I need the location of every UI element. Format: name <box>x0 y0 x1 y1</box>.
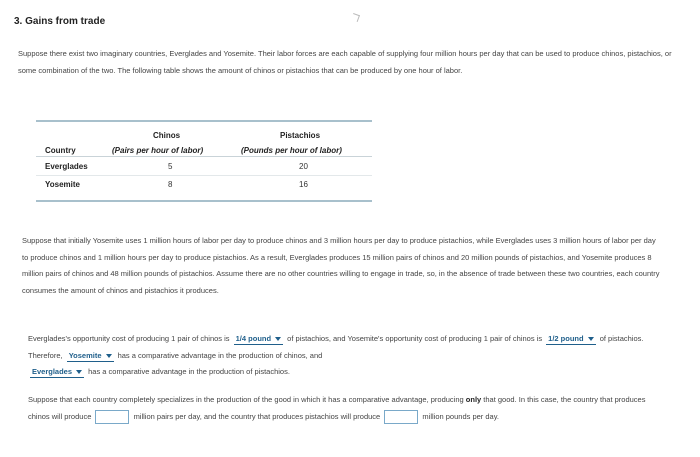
emphasis-text: only <box>465 395 482 404</box>
text-segment: million pounds per day. <box>422 411 499 421</box>
header-pistachios-units: (Pounds per hour of labor) <box>241 146 342 155</box>
chevron-down-icon <box>76 370 82 374</box>
pistachios-production-input[interactable] <box>384 410 418 424</box>
text-segment: of pistachios, and Yosemite's opportunity cost of producing 1 pair of chinos is <box>287 334 543 343</box>
text-segment: Everglades's opportunity cost of producing 1 pair of chinos is <box>28 334 230 343</box>
text-segment: has a comparative advantage in the production of pistachios. <box>88 367 290 376</box>
chevron-down-icon <box>106 354 112 358</box>
question-title: 3. Gains from trade <box>14 16 106 27</box>
row-country: Everglades <box>45 162 88 171</box>
opportunity-cost-paragraph <box>28 331 648 381</box>
chevron-down-icon <box>275 337 281 341</box>
text-segment: that good. In this case, the country that produces chinos will produce <box>28 395 646 421</box>
dropdown-value: 1/4 pound <box>235 334 272 343</box>
cursor-mark <box>351 13 360 22</box>
intro-paragraph: Suppose there exist two imaginary countries, Everglades and Yosemite. Their labor forces are each capable of supplying four million hours per day that can be used to produce chinos, pistachios, or some combination of the two. The following table shows the amount of chinos or pistachios that can be produced by one hour of labor. <box>18 49 672 75</box>
table-bottom-rule <box>36 200 372 202</box>
text-segment: Suppose that each country completely specializes in the production of the good in which it has a comparative advantage, producing <box>28 395 464 404</box>
header-country: Country <box>45 146 76 155</box>
everglades-opportunity-cost-dropdown[interactable] <box>234 333 283 345</box>
text-segment: million pairs per day, and the country that produces pistachios will produce <box>133 411 381 421</box>
row-pistachios: 20 <box>299 162 308 171</box>
specialization-paragraph <box>28 392 668 425</box>
chevron-down-icon <box>588 337 594 341</box>
chinos-production-input[interactable] <box>95 410 129 424</box>
text-segment: has a comparative advantage in the production of chinos, and <box>117 350 323 360</box>
row-pistachios: 16 <box>299 180 308 189</box>
pistachios-advantage-dropdown[interactable] <box>30 366 84 378</box>
header-divider <box>36 156 372 157</box>
chinos-advantage-dropdown[interactable] <box>67 350 114 362</box>
row-chinos: 8 <box>168 180 173 189</box>
header-chinos: Chinos <box>153 131 181 140</box>
yosemite-opportunity-cost-dropdown[interactable] <box>546 333 595 345</box>
dropdown-value: Yosemite <box>68 350 102 360</box>
scenario-paragraph: Suppose that initially Yosemite uses 1 million hours of labor per day to produce chinos and 3 million hours per day to produce pistachios, while Everglades uses 3 million hours of labor per day to produce chinos and 1 million hours per day to produce pistachios. As a result, Everglades produces 15 million pairs of chinos and 20 million pounds of pistachios, and Yosemite produces 8 million pairs of chinos and 48 million pounds of pistachios. Assume there are no other countries willing to engage in trade, so, in the absence of trade between these two countries, each country consumes the amount of chinos and pistachios it produces. <box>22 236 660 295</box>
dropdown-value: 1/2 pound <box>548 334 584 343</box>
row-chinos: 5 <box>168 162 173 171</box>
row-divider <box>36 175 372 176</box>
table-top-rule <box>36 120 372 122</box>
header-chinos-units: (Pairs per hour of labor) <box>112 146 204 155</box>
row-country: Yosemite <box>45 180 80 189</box>
text-segment: of pistachios. Therefore, <box>28 334 644 360</box>
dropdown-value: Everglades <box>32 367 73 376</box>
header-pistachios: Pistachios <box>280 131 321 140</box>
